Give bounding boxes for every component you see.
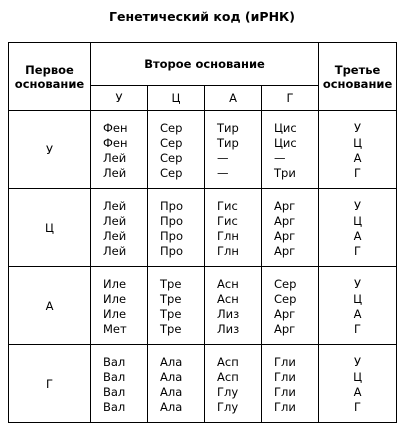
amino-acid: Лиз: [217, 321, 240, 336]
amino-acid: Вал: [103, 399, 126, 414]
amino-acid: Цис: [274, 120, 297, 135]
amino-acid: Сер: [274, 291, 297, 306]
amino-acid: Вал: [103, 354, 126, 369]
amino-acid: Арг: [274, 306, 296, 321]
amino-acid-cell: [91, 111, 148, 189]
amino-acid: Вал: [103, 384, 126, 399]
amino-acid: Гли: [274, 354, 296, 369]
amino-acid: Глу: [217, 399, 239, 414]
third-base: Ц: [353, 369, 363, 384]
third-base: А: [353, 228, 362, 243]
amino-acid: Лей: [103, 213, 127, 228]
amino-acid: —: [274, 150, 286, 165]
codon-group-row: [9, 267, 397, 345]
amino-acid: Три: [274, 165, 296, 180]
amino-acid: Фен: [103, 120, 128, 135]
amino-acid: Лей: [103, 243, 127, 258]
third-base: Г: [354, 321, 362, 336]
third-base: У: [354, 276, 362, 291]
first-base-header-line1: Первое: [25, 62, 74, 77]
amino-acid: Глу: [217, 384, 239, 399]
amino-acid: Арг: [274, 213, 296, 228]
third-base-header-line2: основание: [322, 76, 393, 91]
amino-acid: Гли: [274, 369, 296, 384]
amino-acid: Про: [160, 213, 183, 228]
amino-acid: Гли: [274, 384, 296, 399]
third-base: Ц: [353, 291, 363, 306]
second-base-a: А: [205, 86, 262, 111]
amino-acid-cell: [91, 267, 148, 345]
amino-acid: Ала: [160, 384, 183, 399]
amino-acid-cell: [148, 267, 205, 345]
third-base: У: [354, 354, 362, 369]
amino-acid: Сер: [160, 165, 183, 180]
amino-acid: Про: [160, 198, 183, 213]
third-base: А: [353, 150, 362, 165]
amino-acid: Сер: [160, 120, 183, 135]
amino-acid: Арг: [274, 228, 296, 243]
amino-acid-cell: [205, 267, 262, 345]
first-base-header-line2: основание: [14, 76, 85, 91]
third-base: Ц: [353, 213, 363, 228]
amino-acid: Сер: [160, 150, 183, 165]
second-base-header: Второе основание: [91, 43, 319, 86]
amino-acid: Глн: [217, 228, 239, 243]
third-base: У: [354, 198, 362, 213]
genetic-code-table: [8, 42, 397, 423]
amino-acid: Лей: [103, 165, 127, 180]
third-base-cell: [319, 189, 397, 267]
amino-acid: Тре: [160, 291, 182, 306]
amino-acid: —: [217, 165, 229, 180]
amino-acid: Гис: [217, 198, 238, 213]
third-base-cell: [319, 345, 397, 423]
amino-acid: Иле: [103, 306, 127, 321]
amino-acid: Лиз: [217, 306, 240, 321]
amino-acid: Про: [160, 228, 183, 243]
amino-acid-cell: [148, 189, 205, 267]
amino-acid: Арг: [274, 243, 296, 258]
amino-acid: Лей: [103, 150, 127, 165]
page-title: Генетический код (иРНК): [109, 9, 295, 24]
amino-acid: Асп: [217, 354, 239, 369]
amino-acid: Лей: [103, 198, 127, 213]
third-base: Ц: [353, 135, 363, 150]
amino-acid: Лей: [103, 228, 127, 243]
third-base-header-line1: Третье: [334, 62, 381, 77]
first-base-cell: У: [9, 111, 91, 189]
third-base: А: [353, 306, 362, 321]
amino-acid: Иле: [103, 276, 127, 291]
amino-acid-cell: [262, 345, 319, 423]
amino-acid-cell: [205, 111, 262, 189]
third-base-cell: [319, 111, 397, 189]
amino-acid-cell: [205, 189, 262, 267]
third-base-cell: [319, 267, 397, 345]
third-base: Г: [354, 399, 362, 414]
amino-acid: Мет: [103, 321, 127, 336]
amino-acid: Арг: [274, 321, 296, 336]
amino-acid: Тир: [217, 135, 239, 150]
amino-acid: Вал: [103, 369, 126, 384]
first-base-cell: Г: [9, 345, 91, 423]
codon-group-row: [9, 189, 397, 267]
header-row: [9, 43, 397, 86]
amino-acid-cell: [148, 111, 205, 189]
amino-acid-cell: [205, 345, 262, 423]
second-base-u: У: [91, 86, 148, 111]
amino-acid: Тир: [217, 120, 239, 135]
first-base-header: [9, 43, 91, 111]
amino-acid-cell: [91, 189, 148, 267]
amino-acid: Иле: [103, 291, 127, 306]
amino-acid: Гис: [217, 213, 238, 228]
amino-acid-cell: [148, 345, 205, 423]
second-base-c: Ц: [148, 86, 205, 111]
amino-acid-cell: [262, 267, 319, 345]
third-base: Г: [354, 243, 362, 258]
amino-acid: Сер: [274, 276, 297, 291]
amino-acid-cell: [91, 345, 148, 423]
amino-acid: Арг: [274, 198, 296, 213]
amino-acid: Фен: [103, 135, 128, 150]
third-base-header: [319, 43, 397, 111]
third-base: Г: [354, 165, 362, 180]
amino-acid: —: [217, 150, 229, 165]
second-base-g: Г: [262, 86, 319, 111]
first-base-cell: Ц: [9, 189, 91, 267]
amino-acid: Ала: [160, 354, 183, 369]
amino-acid: Цис: [274, 135, 297, 150]
third-base: У: [354, 120, 362, 135]
amino-acid: Гли: [274, 399, 296, 414]
amino-acid: Тре: [160, 321, 182, 336]
amino-acid-cell: [262, 189, 319, 267]
amino-acid: Асп: [217, 369, 239, 384]
amino-acid: Про: [160, 243, 183, 258]
amino-acid: Асн: [217, 276, 239, 291]
amino-acid: Тре: [160, 276, 182, 291]
amino-acid-cell: [262, 111, 319, 189]
amino-acid: Ала: [160, 369, 183, 384]
amino-acid: Тре: [160, 306, 182, 321]
first-base-cell: А: [9, 267, 91, 345]
amino-acid: Сер: [160, 135, 183, 150]
amino-acid: Асн: [217, 291, 239, 306]
third-base: А: [353, 384, 362, 399]
codon-group-row: [9, 111, 397, 189]
amino-acid: Глн: [217, 243, 239, 258]
amino-acid: Ала: [160, 399, 183, 414]
codon-group-row: [9, 345, 397, 423]
